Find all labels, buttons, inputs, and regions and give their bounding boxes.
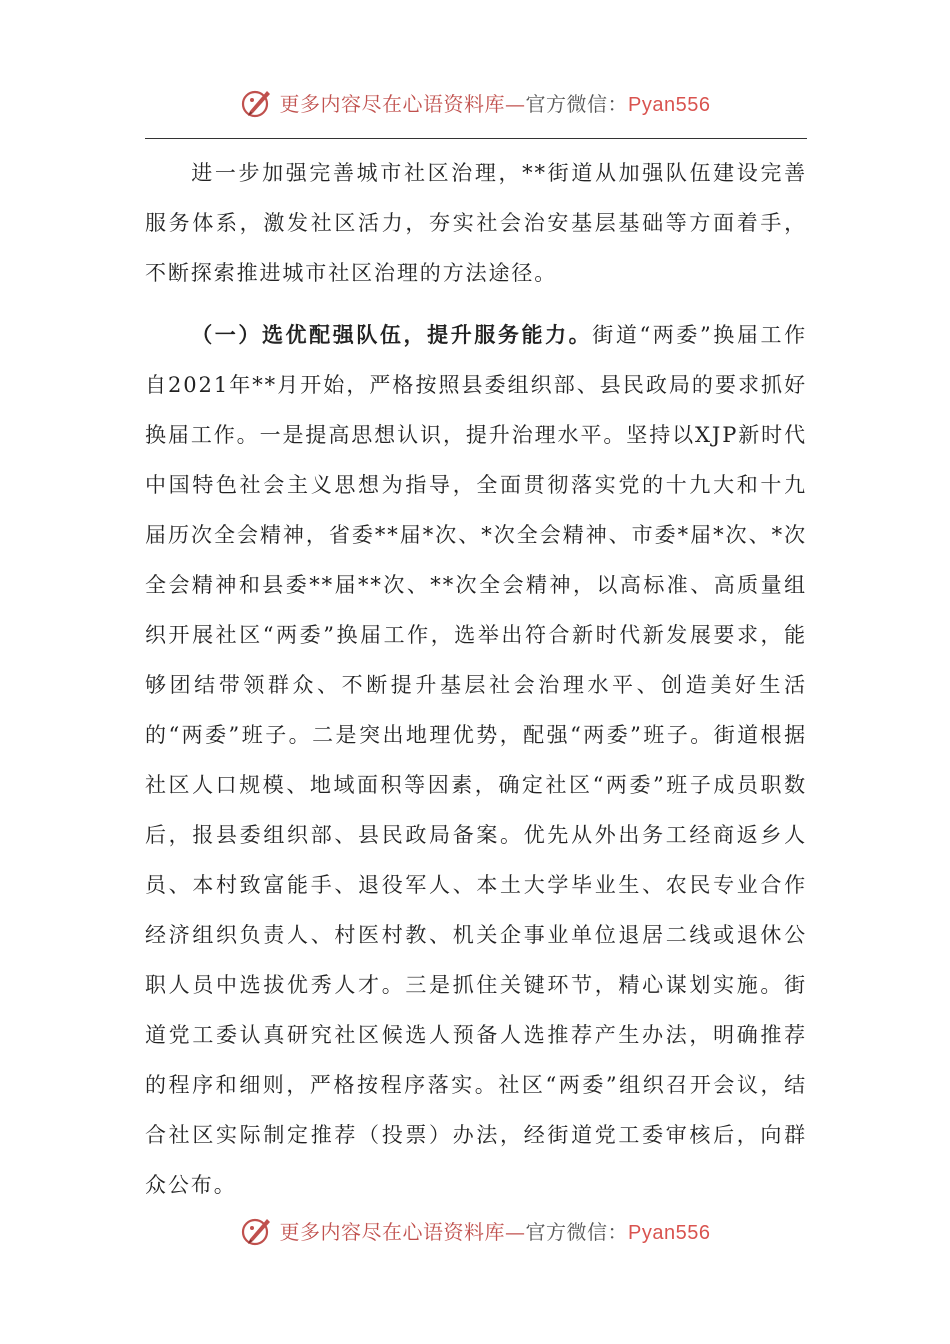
page-header-banner [0,82,950,122]
section-one-paragraph [145,310,807,1210]
header-banner-main: 更多内容尽在心语资料库— [279,91,526,116]
intro-paragraph: 进一步加强完善城市社区治理，**街道从加强队伍建设完善服务体系，激发社区活力，夯实社会治安基层基础等方面着手，不断探索推进城市社区治理的方法途径。 [145,161,807,285]
header-divider [145,138,807,139]
header-banner-text [280,88,711,117]
pen-nib-logo-icon [240,85,274,119]
section-one-heading: （一）选优配强队伍，提升服务能力。 [191,322,593,347]
header-banner-wechat-id: Pyan556 [628,93,711,116]
footer-banner-main: 更多内容尽在心语资料库— [279,1219,526,1244]
header-banner-wechat-label: 官方微信： [525,91,629,116]
footer-banner-wechat-label: 官方微信： [525,1219,629,1244]
document-body [145,148,807,1210]
footer-banner-text [280,1216,711,1245]
section-one-text: 街道“两委”换届工作自2021年**月开始，严格按照县委组织部、县民政局的要求抓好换届工作。一是提高思想认识，提升治理水平。坚持以XJP新时代中国特色社会主义思想为指导，全面贯彻落实党的十九大和十九届历次全会精神，省委**届*次、*次全会精神、市委*届*次、*次全会精神和县委**届**次、**次全会精神，以高标准、高质量组织开展社区“两委”换届工作，选举出符合新时代新发展要求，能够团结带领群众、不断提升基层社会治理水平、创造美好生活的“两委”班子。二是突出地理优势，配强“两委”班子。街道根据社区人口规模、地域面积等因素，确定社区“两委”班子成员职数后，报县委组织部、县民政局备案。优先从外出务工经商返乡人员、本村致富能手、退役军人、本土大学毕业生、农民专业合作经济组织负责人、村医村教、机关企事业单位退居二线或退休公职人员中选拔优秀人才。三是抓住关键环节，精心谋划实施。街道党工委认真研究社区候选人预备人选推荐产生办法，明确推荐的程序和细则，严格按程序落实。社区“两委”组织召开会议，结合社区实际制定推荐（投票）办法，经街道党工委审核后，向群众公布。 [145,323,807,1197]
footer-banner-wechat-id: Pyan556 [628,1221,711,1244]
pen-nib-logo-icon [240,1213,274,1247]
page-footer-banner [0,1210,950,1250]
